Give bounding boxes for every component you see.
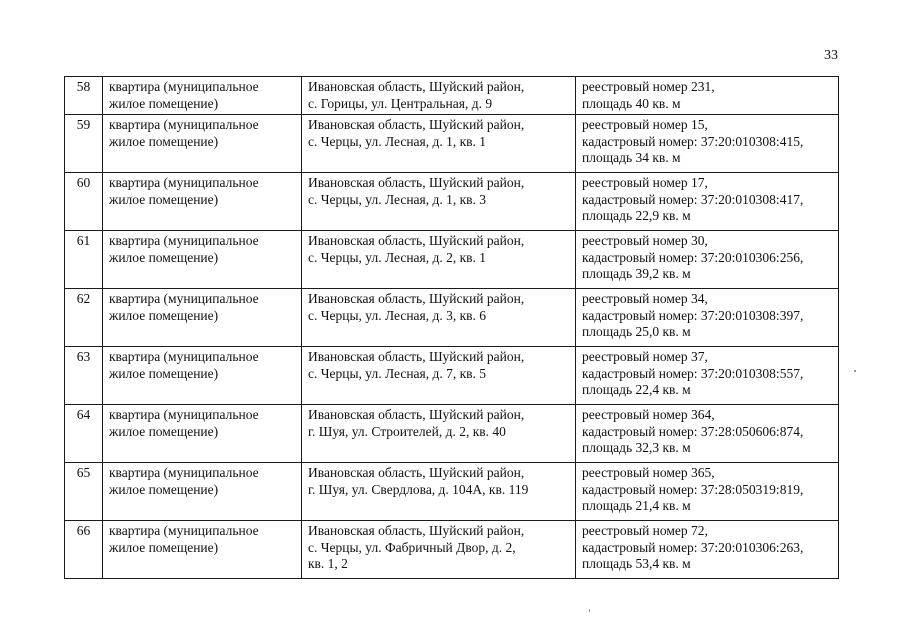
table-row bbox=[65, 521, 839, 579]
cell-text-line: квартира (муниципальное bbox=[109, 79, 259, 94]
cell-text-line: кадастровый номер: 37:20:010306:263, bbox=[582, 539, 804, 555]
cell-text-line: кадастровый номер: 37:28:050606:874, bbox=[582, 423, 804, 439]
cell-text-line: г. Шуя, ул. Свердлова, д. 104А, кв. 119 bbox=[308, 481, 529, 497]
cell-text-line: Ивановская область, Шуйский район, bbox=[308, 407, 525, 422]
address-cell bbox=[302, 77, 576, 115]
cell-text-line: площадь 21,4 кв. м bbox=[582, 498, 691, 513]
cell-text-line: Ивановская область, Шуйский район, bbox=[308, 175, 525, 190]
table-row bbox=[65, 173, 839, 231]
row-number-cell: 66 bbox=[65, 521, 103, 579]
property-type-cell bbox=[103, 115, 302, 173]
cell-text-line: площадь 40 кв. м bbox=[582, 95, 681, 111]
property-type-cell bbox=[103, 463, 302, 521]
registry-info-cell bbox=[576, 521, 839, 579]
address-cell bbox=[302, 405, 576, 463]
address-cell bbox=[302, 231, 576, 289]
cell-text-line: квартира (муниципальное bbox=[109, 465, 259, 480]
cell-text-line: реестровый номер 37, bbox=[582, 349, 708, 364]
property-type-cell bbox=[103, 173, 302, 231]
scan-speck bbox=[854, 370, 856, 372]
cell-text-line: квартира (муниципальное bbox=[109, 291, 259, 306]
property-type-cell bbox=[103, 231, 302, 289]
cell-text-line: площадь 32,3 кв. м bbox=[582, 440, 691, 455]
scan-speck bbox=[589, 609, 590, 612]
property-type-cell bbox=[103, 521, 302, 579]
cell-text-line: Ивановская область, Шуйский район, bbox=[308, 291, 525, 306]
address-cell bbox=[302, 173, 576, 231]
table-row bbox=[65, 231, 839, 289]
cell-text-line: жилое помещение) bbox=[109, 133, 219, 149]
cell-text-line: площадь 39,2 кв. м bbox=[582, 266, 691, 281]
cell-text-line: жилое помещение) bbox=[109, 249, 219, 265]
property-type-cell bbox=[103, 405, 302, 463]
registry-info-cell bbox=[576, 115, 839, 173]
cell-text-line: кв. 1, 2 bbox=[308, 556, 348, 571]
address-cell bbox=[302, 521, 576, 579]
registry-table-body bbox=[65, 77, 839, 579]
cell-text-line: квартира (муниципальное bbox=[109, 117, 259, 132]
cell-text-line: Ивановская область, Шуйский район, bbox=[308, 465, 525, 480]
cell-text-line: реестровый номер 365, bbox=[582, 465, 715, 480]
registry-info-cell bbox=[576, 405, 839, 463]
table-row bbox=[65, 115, 839, 173]
cell-text-line: площадь 25,0 кв. м bbox=[582, 324, 691, 339]
cell-text-line: жилое помещение) bbox=[109, 423, 219, 439]
cell-text-line: площадь 22,4 кв. м bbox=[582, 382, 691, 397]
cell-text-line: жилое помещение) bbox=[109, 539, 219, 555]
row-number-cell: 59 bbox=[65, 115, 103, 173]
cell-text-line: жилое помещение) bbox=[109, 95, 219, 111]
page-number: 33 bbox=[824, 48, 838, 63]
row-number-cell: 65 bbox=[65, 463, 103, 521]
row-number-cell: 61 bbox=[65, 231, 103, 289]
cell-text-line: реестровый номер 364, bbox=[582, 407, 715, 422]
cell-text-line: жилое помещение) bbox=[109, 307, 219, 323]
address-cell bbox=[302, 463, 576, 521]
cell-text-line: г. Шуя, ул. Строителей, д. 2, кв. 40 bbox=[308, 423, 506, 439]
cell-text-line: реестровый номер 231, bbox=[582, 79, 715, 94]
cell-text-line: квартира (муниципальное bbox=[109, 407, 259, 422]
row-number-cell: 64 bbox=[65, 405, 103, 463]
cell-text-line: площадь 22,9 кв. м bbox=[582, 208, 691, 223]
row-number-cell: 62 bbox=[65, 289, 103, 347]
table-row bbox=[65, 463, 839, 521]
cell-text-line: кадастровый номер: 37:20:010308:397, bbox=[582, 307, 804, 323]
cell-text-line: Ивановская область, Шуйский район, bbox=[308, 117, 525, 132]
registry-info-cell bbox=[576, 289, 839, 347]
registry-info-cell bbox=[576, 463, 839, 521]
cell-text-line: с. Черцы, ул. Лесная, д. 1, кв. 3 bbox=[308, 191, 487, 207]
cell-text-line: с. Черцы, ул. Лесная, д. 2, кв. 1 bbox=[308, 249, 487, 265]
registry-info-cell bbox=[576, 347, 839, 405]
row-number-cell: 60 bbox=[65, 173, 103, 231]
row-number-cell: 58 bbox=[65, 77, 103, 115]
property-type-cell bbox=[103, 289, 302, 347]
property-type-cell bbox=[103, 77, 302, 115]
cell-text-line: квартира (муниципальное bbox=[109, 349, 259, 364]
cell-text-line: кадастровый номер: 37:28:050319:819, bbox=[582, 481, 804, 497]
cell-text-line: Ивановская область, Шуйский район, bbox=[308, 233, 525, 248]
cell-text-line: реестровый номер 17, bbox=[582, 175, 708, 190]
cell-text-line: Ивановская область, Шуйский район, bbox=[308, 349, 525, 364]
table-row bbox=[65, 289, 839, 347]
property-registry-table bbox=[64, 76, 839, 579]
cell-text-line: кадастровый номер: 37:20:010306:256, bbox=[582, 249, 804, 265]
cell-text-line: с. Черцы, ул. Лесная, д. 1, кв. 1 bbox=[308, 133, 487, 149]
cell-text-line: жилое помещение) bbox=[109, 365, 219, 381]
cell-text-line: реестровый номер 30, bbox=[582, 233, 708, 248]
registry-info-cell bbox=[576, 231, 839, 289]
cell-text-line: с. Черцы, ул. Лесная, д. 3, кв. 6 bbox=[308, 307, 487, 323]
cell-text-line: кадастровый номер: 37:20:010308:557, bbox=[582, 365, 804, 381]
cell-text-line: кадастровый номер: 37:20:010308:415, bbox=[582, 133, 804, 149]
cell-text-line: Ивановская область, Шуйский район, bbox=[308, 523, 525, 538]
property-type-cell bbox=[103, 347, 302, 405]
cell-text-line: квартира (муниципальное bbox=[109, 233, 259, 248]
cell-text-line: реестровый номер 72, bbox=[582, 523, 708, 538]
address-cell bbox=[302, 347, 576, 405]
cell-text-line: площадь 34 кв. м bbox=[582, 150, 681, 165]
cell-text-line: с. Горицы, ул. Центральная, д. 9 bbox=[308, 95, 493, 111]
cell-text-line: реестровый номер 15, bbox=[582, 117, 708, 132]
cell-text-line: квартира (муниципальное bbox=[109, 523, 259, 538]
address-cell bbox=[302, 289, 576, 347]
registry-info-cell bbox=[576, 173, 839, 231]
row-number-cell: 63 bbox=[65, 347, 103, 405]
cell-text-line: жилое помещение) bbox=[109, 481, 219, 497]
cell-text-line: площадь 53,4 кв. м bbox=[582, 556, 691, 571]
table-row bbox=[65, 77, 839, 115]
address-cell bbox=[302, 115, 576, 173]
table-row bbox=[65, 405, 839, 463]
registry-info-cell bbox=[576, 77, 839, 115]
table-row bbox=[65, 347, 839, 405]
cell-text-line: с. Черцы, ул. Лесная, д. 7, кв. 5 bbox=[308, 365, 487, 381]
cell-text-line: с. Черцы, ул. Фабричный Двор, д. 2, bbox=[308, 539, 516, 555]
cell-text-line: кадастровый номер: 37:20:010308:417, bbox=[582, 191, 804, 207]
cell-text-line: жилое помещение) bbox=[109, 191, 219, 207]
cell-text-line: Ивановская область, Шуйский район, bbox=[308, 79, 525, 94]
cell-text-line: реестровый номер 34, bbox=[582, 291, 708, 306]
cell-text-line: квартира (муниципальное bbox=[109, 175, 259, 190]
